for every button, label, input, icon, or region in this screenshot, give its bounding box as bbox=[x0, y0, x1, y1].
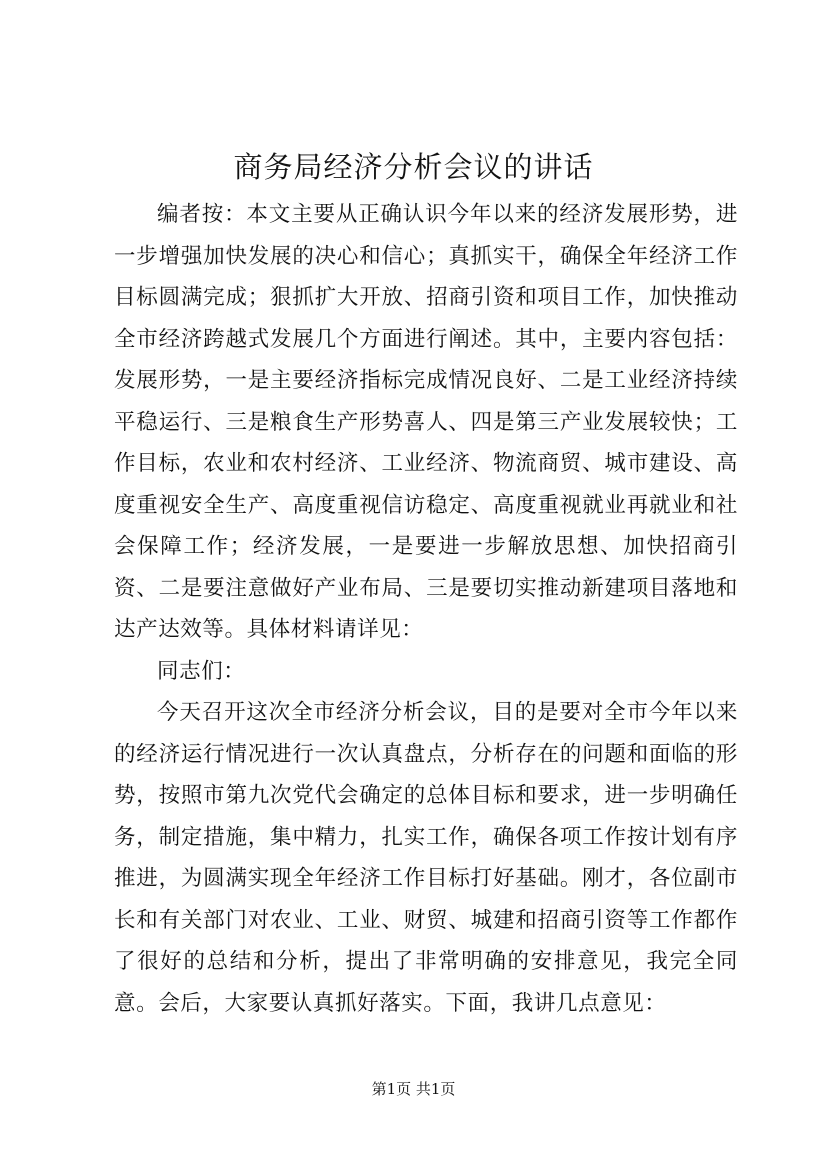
document-body bbox=[114, 194, 738, 1024]
editor-note-paragraph: 编者按：本文主要从正确认识今年以来的经济发展形势，进一步增强加快发展的决心和信心；真抓实干，确保全年经济工作目标圆满完成；狠抓扩大开放、招商引资和项目工作，加快推动全市经济跨越式发展几个方面进行阐述。其中，主要内容包括：发展形势，一是主要经济指标完成情况良好、二是工业经济持续平稳运行、三是粮食生产形势喜人、四是第三产业发展较快；工作目标，农业和农村经济、工业经济、物流商贸、城市建设、高度重视安全生产、高度重视信访稳定、高度重视就业再就业和社会保障工作；经济发展，一是要进一步解放思想、加快招商引资、二是要注意做好产业布局、三是要切实推动新建项目落地和达产达效等。具体材料请详见： bbox=[114, 202, 738, 642]
speech-opening-paragraph: 今天召开这次全市经济分析会议，目的是要对全市今年以来的经济运行情况进行一次认真盘点，分析存在的问题和面临的形势，按照市第九次党代会确定的总体目标和要求，进一步明确任务，制定措施，集中精力，扎实工作，确保各项工作按计划有序推进，为圆满实现全年经济工作目标打好基础。刚才，各位副市长和有关部门对农业、工业、财贸、城建和招商引资等工作都作了很好的总结和分析，提出了非常明确的安排意见，我完全同意。会后，大家要认真抓好落实。下面，我讲几点意见： bbox=[114, 700, 738, 1016]
document-title: 商务局经济分析会议的讲话 bbox=[233, 150, 594, 184]
salutation-paragraph: 同志们： bbox=[157, 658, 246, 684]
page-footer: 第1页 共1页 bbox=[371, 1080, 456, 1098]
